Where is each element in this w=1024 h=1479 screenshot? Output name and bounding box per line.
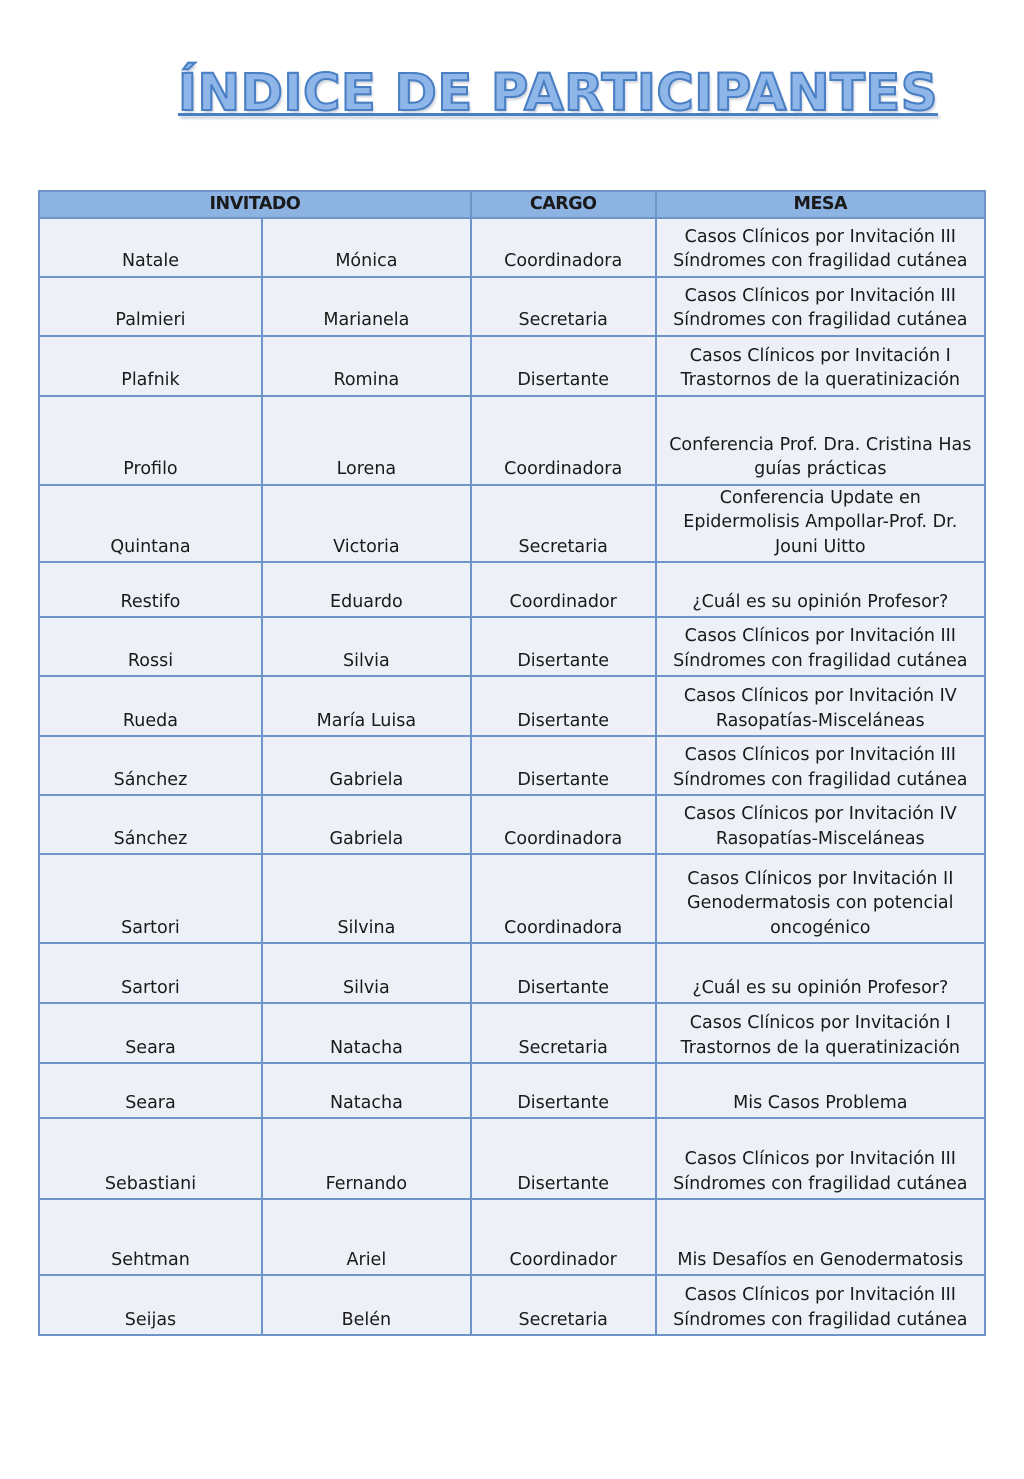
cell-surname: Plafnik xyxy=(39,336,262,396)
mesa-line: Casos Clínicos por Invitación III xyxy=(684,745,956,765)
cell-name: Natacha xyxy=(262,1063,471,1118)
cell-mesa xyxy=(656,1063,985,1118)
cell-cargo: Disertante xyxy=(471,336,656,396)
cell-surname: Seara xyxy=(39,1003,262,1063)
mesa-line: Casos Clínicos por Invitación III xyxy=(684,1149,956,1169)
page-title: ÍNDICE DE PARTICIPANTES xyxy=(178,64,938,123)
table-row xyxy=(39,943,985,1003)
cell-name: Gabriela xyxy=(262,795,471,854)
table-row xyxy=(39,277,985,336)
table-row xyxy=(39,485,985,563)
cell-name: Silvina xyxy=(262,854,471,943)
table-row xyxy=(39,562,985,617)
cell-cargo: Secretaria xyxy=(471,1003,656,1063)
table-row xyxy=(39,218,985,277)
mesa-line: Rasopatías-Misceláneas xyxy=(715,710,925,731)
cell-mesa xyxy=(656,336,985,396)
cell-surname: Sánchez xyxy=(39,736,262,795)
table-row xyxy=(39,1063,985,1118)
cell-surname: Palmieri xyxy=(39,277,262,336)
cell-name: Romina xyxy=(262,336,471,396)
header-cargo: CARGO xyxy=(471,191,656,218)
cell-cargo: Coordinadora xyxy=(471,795,656,854)
mesa-line: Rasopatías-Misceláneas xyxy=(715,828,925,849)
cell-cargo: Secretaria xyxy=(471,277,656,336)
cell-name: Fernando xyxy=(262,1118,471,1199)
table-row xyxy=(39,1118,985,1199)
cell-name: Silvia xyxy=(262,943,471,1003)
mesa-line: guías prácticas xyxy=(754,459,887,479)
table-row xyxy=(39,736,985,795)
cell-mesa xyxy=(656,1275,985,1335)
cell-surname: Seara xyxy=(39,1063,262,1118)
mesa-line: Jouni Uitto xyxy=(775,536,866,557)
mesa-line: Conferencia Prof. Dra. Cristina Has xyxy=(669,434,972,455)
cell-mesa xyxy=(656,736,985,795)
table-row xyxy=(39,854,985,943)
mesa-line: Mis Desafíos en Genodermatosis xyxy=(677,1249,964,1270)
header-invitado: INVITADO xyxy=(39,191,471,218)
cell-mesa xyxy=(656,485,985,563)
mesa-line: ¿Cuál es su opinión Profesor? xyxy=(692,977,949,998)
mesa-line: Genodermatosis con potencial xyxy=(687,893,954,913)
table-row xyxy=(39,676,985,736)
table-body xyxy=(39,218,985,1336)
cell-surname: Sánchez xyxy=(39,795,262,854)
mesa-line: Casos Clínicos por Invitación I xyxy=(689,345,951,366)
cell-mesa xyxy=(656,617,985,676)
mesa-line: Trastornos de la queratinización xyxy=(680,1037,961,1058)
cell-surname: Quintana xyxy=(39,485,262,563)
cell-cargo: Disertante xyxy=(471,617,656,676)
cell-cargo: Secretaria xyxy=(471,485,656,563)
mesa-line: Casos Clínicos por Invitación III xyxy=(684,285,956,306)
mesa-line: Casos Clínicos por Invitación III xyxy=(684,226,956,247)
mesa-line: Mis Casos Problema xyxy=(733,1092,908,1113)
table-row xyxy=(39,396,985,485)
cell-surname: Sehtman xyxy=(39,1199,262,1275)
cell-mesa xyxy=(656,854,985,943)
cell-mesa xyxy=(656,396,985,485)
mesa-line: Casos Clínicos por Invitación I xyxy=(689,1013,951,1033)
cell-name: Marianela xyxy=(262,277,471,336)
cell-surname: Seijas xyxy=(39,1275,262,1335)
cell-cargo: Secretaria xyxy=(471,1275,656,1335)
cell-mesa xyxy=(656,218,985,277)
cell-name: Eduardo xyxy=(262,562,471,617)
mesa-line: Síndromes con fragilidad cutánea xyxy=(673,650,968,671)
table-row xyxy=(39,1275,985,1335)
cell-surname: Sebastiani xyxy=(39,1118,262,1199)
cell-name: Lorena xyxy=(262,396,471,485)
mesa-line: Casos Clínicos por Invitación IV xyxy=(683,686,957,706)
mesa-line: Trastornos de la queratinización xyxy=(680,370,961,390)
cell-cargo: Coordinadora xyxy=(471,396,656,485)
cell-cargo: Coordinador xyxy=(471,562,656,617)
mesa-line: Síndromes con fragilidad cutánea xyxy=(673,1173,968,1194)
table-row xyxy=(39,1199,985,1275)
cell-surname: Sartori xyxy=(39,943,262,1003)
mesa-line: Casos Clínicos por Invitación IV xyxy=(683,804,957,824)
table-row xyxy=(39,336,985,396)
table-header-row xyxy=(39,191,985,218)
mesa-line: ¿Cuál es su opinión Profesor? xyxy=(692,591,949,612)
cell-cargo: Coordinadora xyxy=(471,854,656,943)
cell-mesa xyxy=(656,795,985,854)
mesa-line: oncogénico xyxy=(770,917,871,938)
mesa-line: Síndromes con fragilidad cutánea xyxy=(673,251,968,271)
participants-table xyxy=(38,190,986,1336)
cell-cargo: Disertante xyxy=(471,1118,656,1199)
cell-name: Victoria xyxy=(262,485,471,563)
cell-name: Natacha xyxy=(262,1003,471,1063)
cell-name: Belén xyxy=(262,1275,471,1335)
cell-mesa xyxy=(656,277,985,336)
cell-mesa xyxy=(656,676,985,736)
cell-surname: Profilo xyxy=(39,396,262,485)
cell-mesa xyxy=(656,1003,985,1063)
cell-cargo: Disertante xyxy=(471,1063,656,1118)
mesa-line: Síndromes con fragilidad cutánea xyxy=(673,769,968,790)
cell-name: Silvia xyxy=(262,617,471,676)
cell-name: María Luisa xyxy=(262,676,471,736)
cell-surname: Rueda xyxy=(39,676,262,736)
cell-cargo: Coordinadora xyxy=(471,218,656,277)
mesa-line: Epidermolisis Ampollar-Prof. Dr. xyxy=(683,512,958,532)
cell-mesa xyxy=(656,943,985,1003)
mesa-line: Casos Clínicos por Invitación III xyxy=(684,626,956,646)
cell-name: Ariel xyxy=(262,1199,471,1275)
cell-mesa xyxy=(656,562,985,617)
mesa-line: Síndromes con fragilidad cutánea xyxy=(673,310,968,330)
header-mesa: MESA xyxy=(656,191,985,218)
cell-cargo: Disertante xyxy=(471,676,656,736)
cell-cargo: Disertante xyxy=(471,736,656,795)
table-row xyxy=(39,1003,985,1063)
cell-cargo: Disertante xyxy=(471,943,656,1003)
mesa-line: Conferencia Update en xyxy=(719,487,921,508)
cell-name: Gabriela xyxy=(262,736,471,795)
mesa-line: Casos Clínicos por Invitación II xyxy=(687,868,954,889)
table-row xyxy=(39,617,985,676)
cell-mesa xyxy=(656,1199,985,1275)
mesa-line: Casos Clínicos por Invitación III xyxy=(684,1285,956,1305)
mesa-line: Síndromes con fragilidad cutánea xyxy=(673,1309,968,1330)
cell-surname: Rossi xyxy=(39,617,262,676)
cell-surname: Sartori xyxy=(39,854,262,943)
cell-cargo: Coordinador xyxy=(471,1199,656,1275)
cell-surname: Restifo xyxy=(39,562,262,617)
cell-name: Mónica xyxy=(262,218,471,277)
table-row xyxy=(39,795,985,854)
cell-surname: Natale xyxy=(39,218,262,277)
cell-mesa xyxy=(656,1118,985,1199)
